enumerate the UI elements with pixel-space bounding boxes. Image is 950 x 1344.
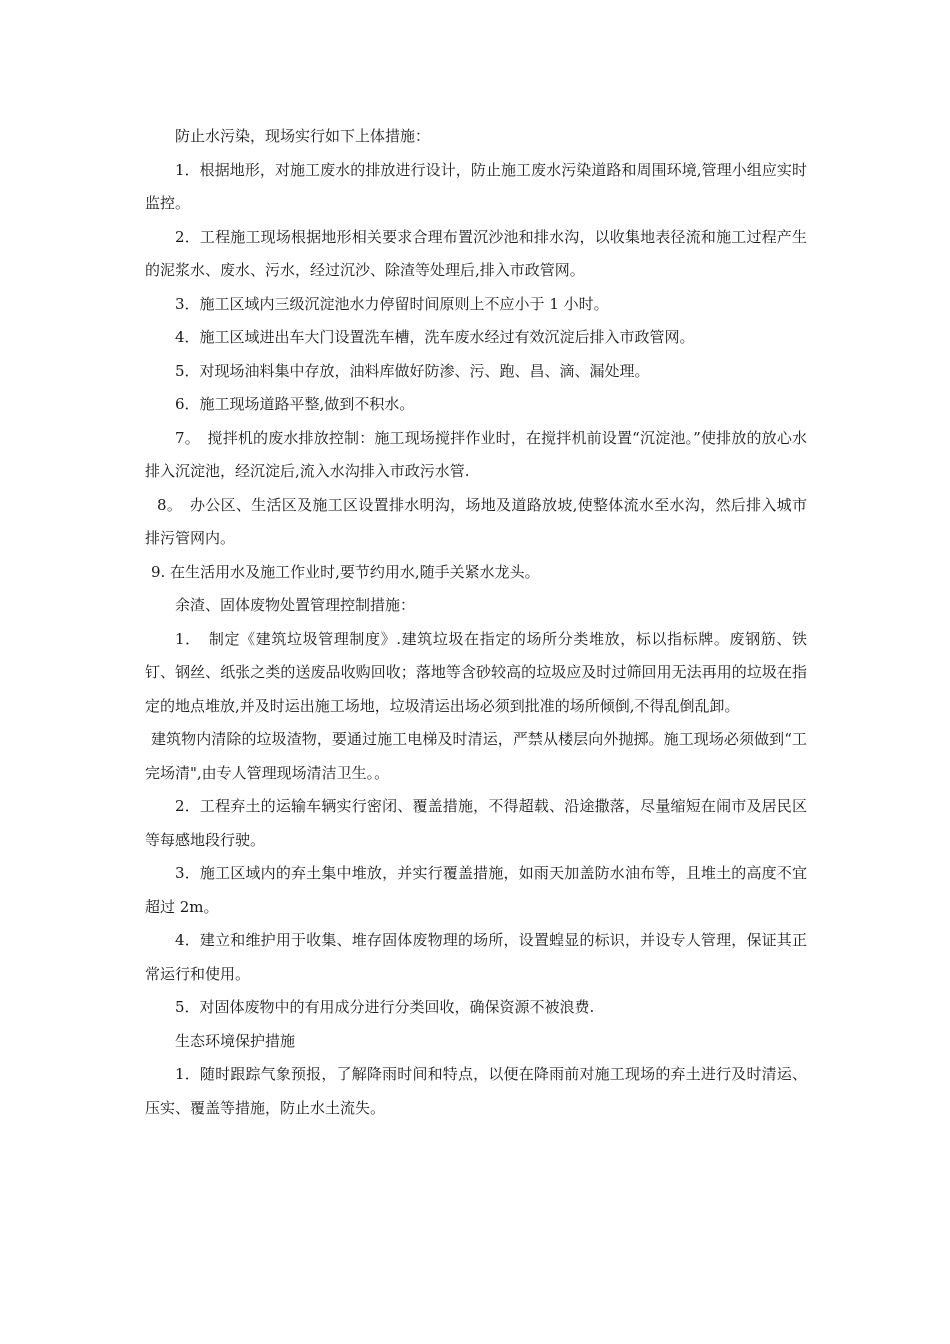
paragraph: 1． 制定《建筑垃圾管理制度》.建筑垃圾在指定的场所分类堆放，标以指标牌。废钢筋、铁钉、钢丝、纸张之类的送废品收购回收；落地等含砂较高的垃圾应及时过筛回用无法再用的垃圾在指定的地点堆放,并及时运出施工场地，垃圾清运出场必须到批准的场所倾倒,不得乱倒乱卸。	[145, 629, 807, 715]
paragraph: 3．施工区域内三级沉淀池水力停留时间原则上不应小于 1 小时。	[175, 294, 609, 313]
section-heading-solid-waste: 余渣、固体废物处置管理控制措施：	[175, 596, 416, 614]
paragraph: 7。 搅拌机的废水排放控制：施工现场搅拌作业时，在搅拌机前设置“沉淀池。”使排放的放心水排入沉淀池，经沉淀后,流入水沟排入市政污水管.	[145, 428, 807, 480]
paragraph: 6．施工现场道路平整,做到不积水。	[175, 395, 415, 413]
paragraph: 5．对现场油料集中存放，油料库做好防渗、污、跑、昌、滴、漏处理。	[175, 361, 650, 380]
paragraph: 4．建立和维护用于收集、堆存固体废物理的场所，设置蝗显的标识，并设专人管理，保证其正常运行和使用。	[145, 931, 807, 983]
paragraph: 建筑物内清除的垃圾渣物，要通过施工电梯及时清运，严禁从楼层向外抛掷。施工现场必须做到“工完场清",由专人管理现场清洁卫生。。	[145, 730, 807, 782]
paragraph: 9. 在生活用水及施工作业时,要节约用水,随手关紧水龙头。	[151, 562, 540, 581]
paragraph: 1．根据地形，对施工废水的排放进行设计，防止施工废水污染道路和周围环境,管理小组应实时监控。	[145, 160, 807, 212]
section-heading-ecological: 生态环境保护措施	[175, 1031, 296, 1050]
document-body	[145, 120, 807, 1125]
paragraph: 3．施工区域内的弃土集中堆放，并实行覆盖措施，如雨天加盖防水油布等，且堆土的高度不宜超过 2m。	[145, 864, 807, 916]
paragraph: 8。 办公区、生活区及施工区设置排水明沟，场地及道路放坡,使整体流水至水沟，然后排入城市排污管网内。	[145, 495, 807, 547]
paragraph: 2．工程弃土的运输车辆实行密闭、覆盖措施，不得超载、沿途撒落，尽量缩短在闹市及居民区等每感地段行驶。	[145, 797, 807, 849]
paragraph: 2．工程施工现场根据地形相关要求合理布置沉沙池和排水沟，以收集地表径流和施工过程产生的泥浆水、废水、污水，经过沉沙、除渣等处理后,排入市政管网。	[145, 227, 807, 279]
section-heading-water-pollution: 防止水污染，现场实行如下上体措施：	[175, 127, 431, 145]
paragraph: 4．施工区域进出车大门设置洗车槽，洗车废水经过有效沉淀后排入市政管网。	[175, 328, 695, 346]
paragraph: 1．随时跟踪气象预报，了解降雨时间和特点，以便在降雨前对施工现场的弃土进行及时清运、压实、覆盖等措施，防止水土流失。	[145, 1065, 807, 1117]
paragraph: 5．对固体废物中的有用成分进行分类回收，确保资源不被浪费.	[175, 998, 595, 1016]
